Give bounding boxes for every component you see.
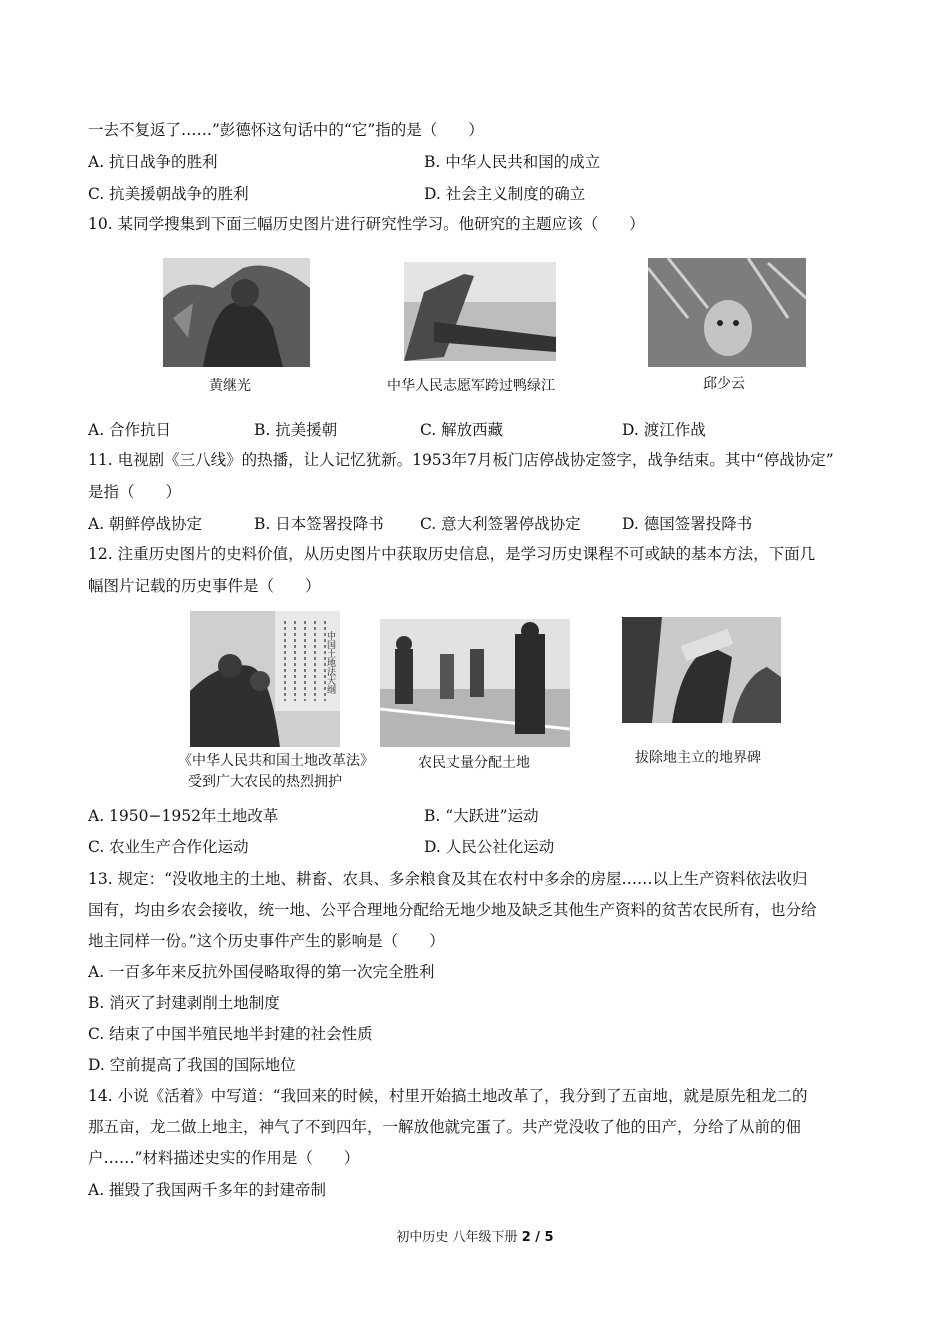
q13-option-b: B. 消灭了封建剥削土地制度	[88, 994, 280, 1012]
q11-stem-line2: 是指（ ）	[88, 483, 182, 501]
q12-stem-line2: 幅图片记载的历史事件是（ ）	[88, 577, 321, 595]
photo-qiu-shaoyun	[648, 258, 806, 367]
q10-stem: 10. 某同学搜集到下面三幅历史图片进行研究性学习。他研究的主题应该（ ）	[88, 215, 645, 233]
page-number: 2 / 5	[521, 1230, 554, 1245]
photo-huang-jiguang	[163, 258, 310, 367]
q13-option-d: D. 空前提高了我国的国际地位	[88, 1056, 296, 1074]
q11-stem-line1: 11. 电视剧《三八线》的热播，让人记忆犹新。1953年7月板门店停战协定签字，战争结束。其中“停战协定”	[88, 451, 834, 469]
q13-stem-line1: 13. 规定：“没收地主的土地、耕畜、农具、多余粮食及其在农村中多余的房屋……以上生产资料依法收归	[88, 870, 808, 888]
q10-option-a: A. 合作抗日	[88, 421, 172, 439]
q13-stem-line3: 地主同样一份。”这个历史事件产生的影响是（ ）	[88, 932, 445, 950]
page-footer	[0, 1226, 950, 1245]
q9-option-a: A. 抗日战争的胜利	[88, 153, 218, 171]
q11-option-d: D. 德国签署投降书	[622, 515, 753, 533]
q11-option-c: C. 意大利签署停战协定	[420, 515, 581, 533]
caption-land-reform-law-line1: 《中华人民共和国土地改革法》	[178, 753, 374, 769]
q9-stem-tail: 一去不复返了……”彭德怀这句话中的“它”指的是（ ）	[88, 121, 484, 139]
photo-remove-boundary	[622, 617, 781, 723]
q14-stem-line3: 户……”材料描述史实的作用是（ ）	[88, 1149, 360, 1167]
q12-option-d: D. 人民公社化运动	[424, 838, 555, 856]
q13-stem-line2: 国有，均由乡农会接收，统一地、公平合理地分配给无地少地及缺乏其他生产资料的贫苦农民所有，也分给	[88, 901, 817, 919]
photo-land-reform-law	[190, 611, 340, 747]
caption-huang-jiguang: 黄继光	[209, 378, 251, 394]
q9-option-d: D. 社会主义制度的确立	[424, 185, 586, 203]
q14-stem-line1: 14. 小说《活着》中写道：“我回来的时候，村里开始搞土地改革了，我分到了五亩地，就是原先租龙二的	[88, 1087, 808, 1105]
q13-option-c: C. 结束了中国半殖民地半封建的社会性质	[88, 1025, 373, 1043]
footer-label: 初中历史 八年级下册	[396, 1230, 522, 1245]
q9-option-b: B. 中华人民共和国的成立	[424, 153, 601, 171]
q10-option-b: B. 抗美援朝	[254, 421, 338, 439]
q14-stem-line2: 那五亩，龙二做上地主，神气了不到四年，一解放他就完蛋了。共产党没收了他的田产，分给了从前的佃	[88, 1118, 802, 1136]
q14-option-a: A. 摧毁了我国两千多年的封建帝制	[88, 1181, 327, 1199]
q11-option-b: B. 日本签署投降书	[254, 515, 384, 533]
q11-option-a: A. 朝鲜停战协定	[88, 515, 203, 533]
photo-crossing-yalu	[404, 262, 556, 361]
photo-measure-land	[380, 619, 570, 747]
q12-option-b: B. “大跃进”运动	[424, 807, 539, 825]
caption-measure-land: 农民丈量分配土地	[418, 755, 530, 771]
photo-law-text: 中国土地法大纲	[325, 631, 335, 694]
caption-land-reform-law-line2: 受到广大农民的热烈拥护	[188, 774, 342, 790]
caption-remove-boundary: 拔除地主立的地界碑	[635, 750, 761, 766]
q12-option-c: C. 农业生产合作化运动	[88, 838, 249, 856]
q9-option-c: C. 抗美援朝战争的胜利	[88, 185, 249, 203]
caption-qiu-shaoyun: 邱少云	[703, 376, 745, 392]
q10-option-c: C. 解放西藏	[420, 421, 504, 439]
q10-option-d: D. 渡江作战	[622, 421, 706, 439]
q12-stem-line1: 12. 注重历史图片的史料价值，从历史图片中获取历史信息，是学习历史课程不可或缺的基本方法，下面几	[88, 545, 816, 563]
q12-option-a: A. 1950−1952年土地改革	[88, 807, 279, 825]
caption-crossing-yalu: 中华人民志愿军跨过鸭绿江	[387, 378, 555, 394]
q13-option-a: A. 一百多年来反抗外国侵略取得的第一次完全胜利	[88, 963, 435, 981]
